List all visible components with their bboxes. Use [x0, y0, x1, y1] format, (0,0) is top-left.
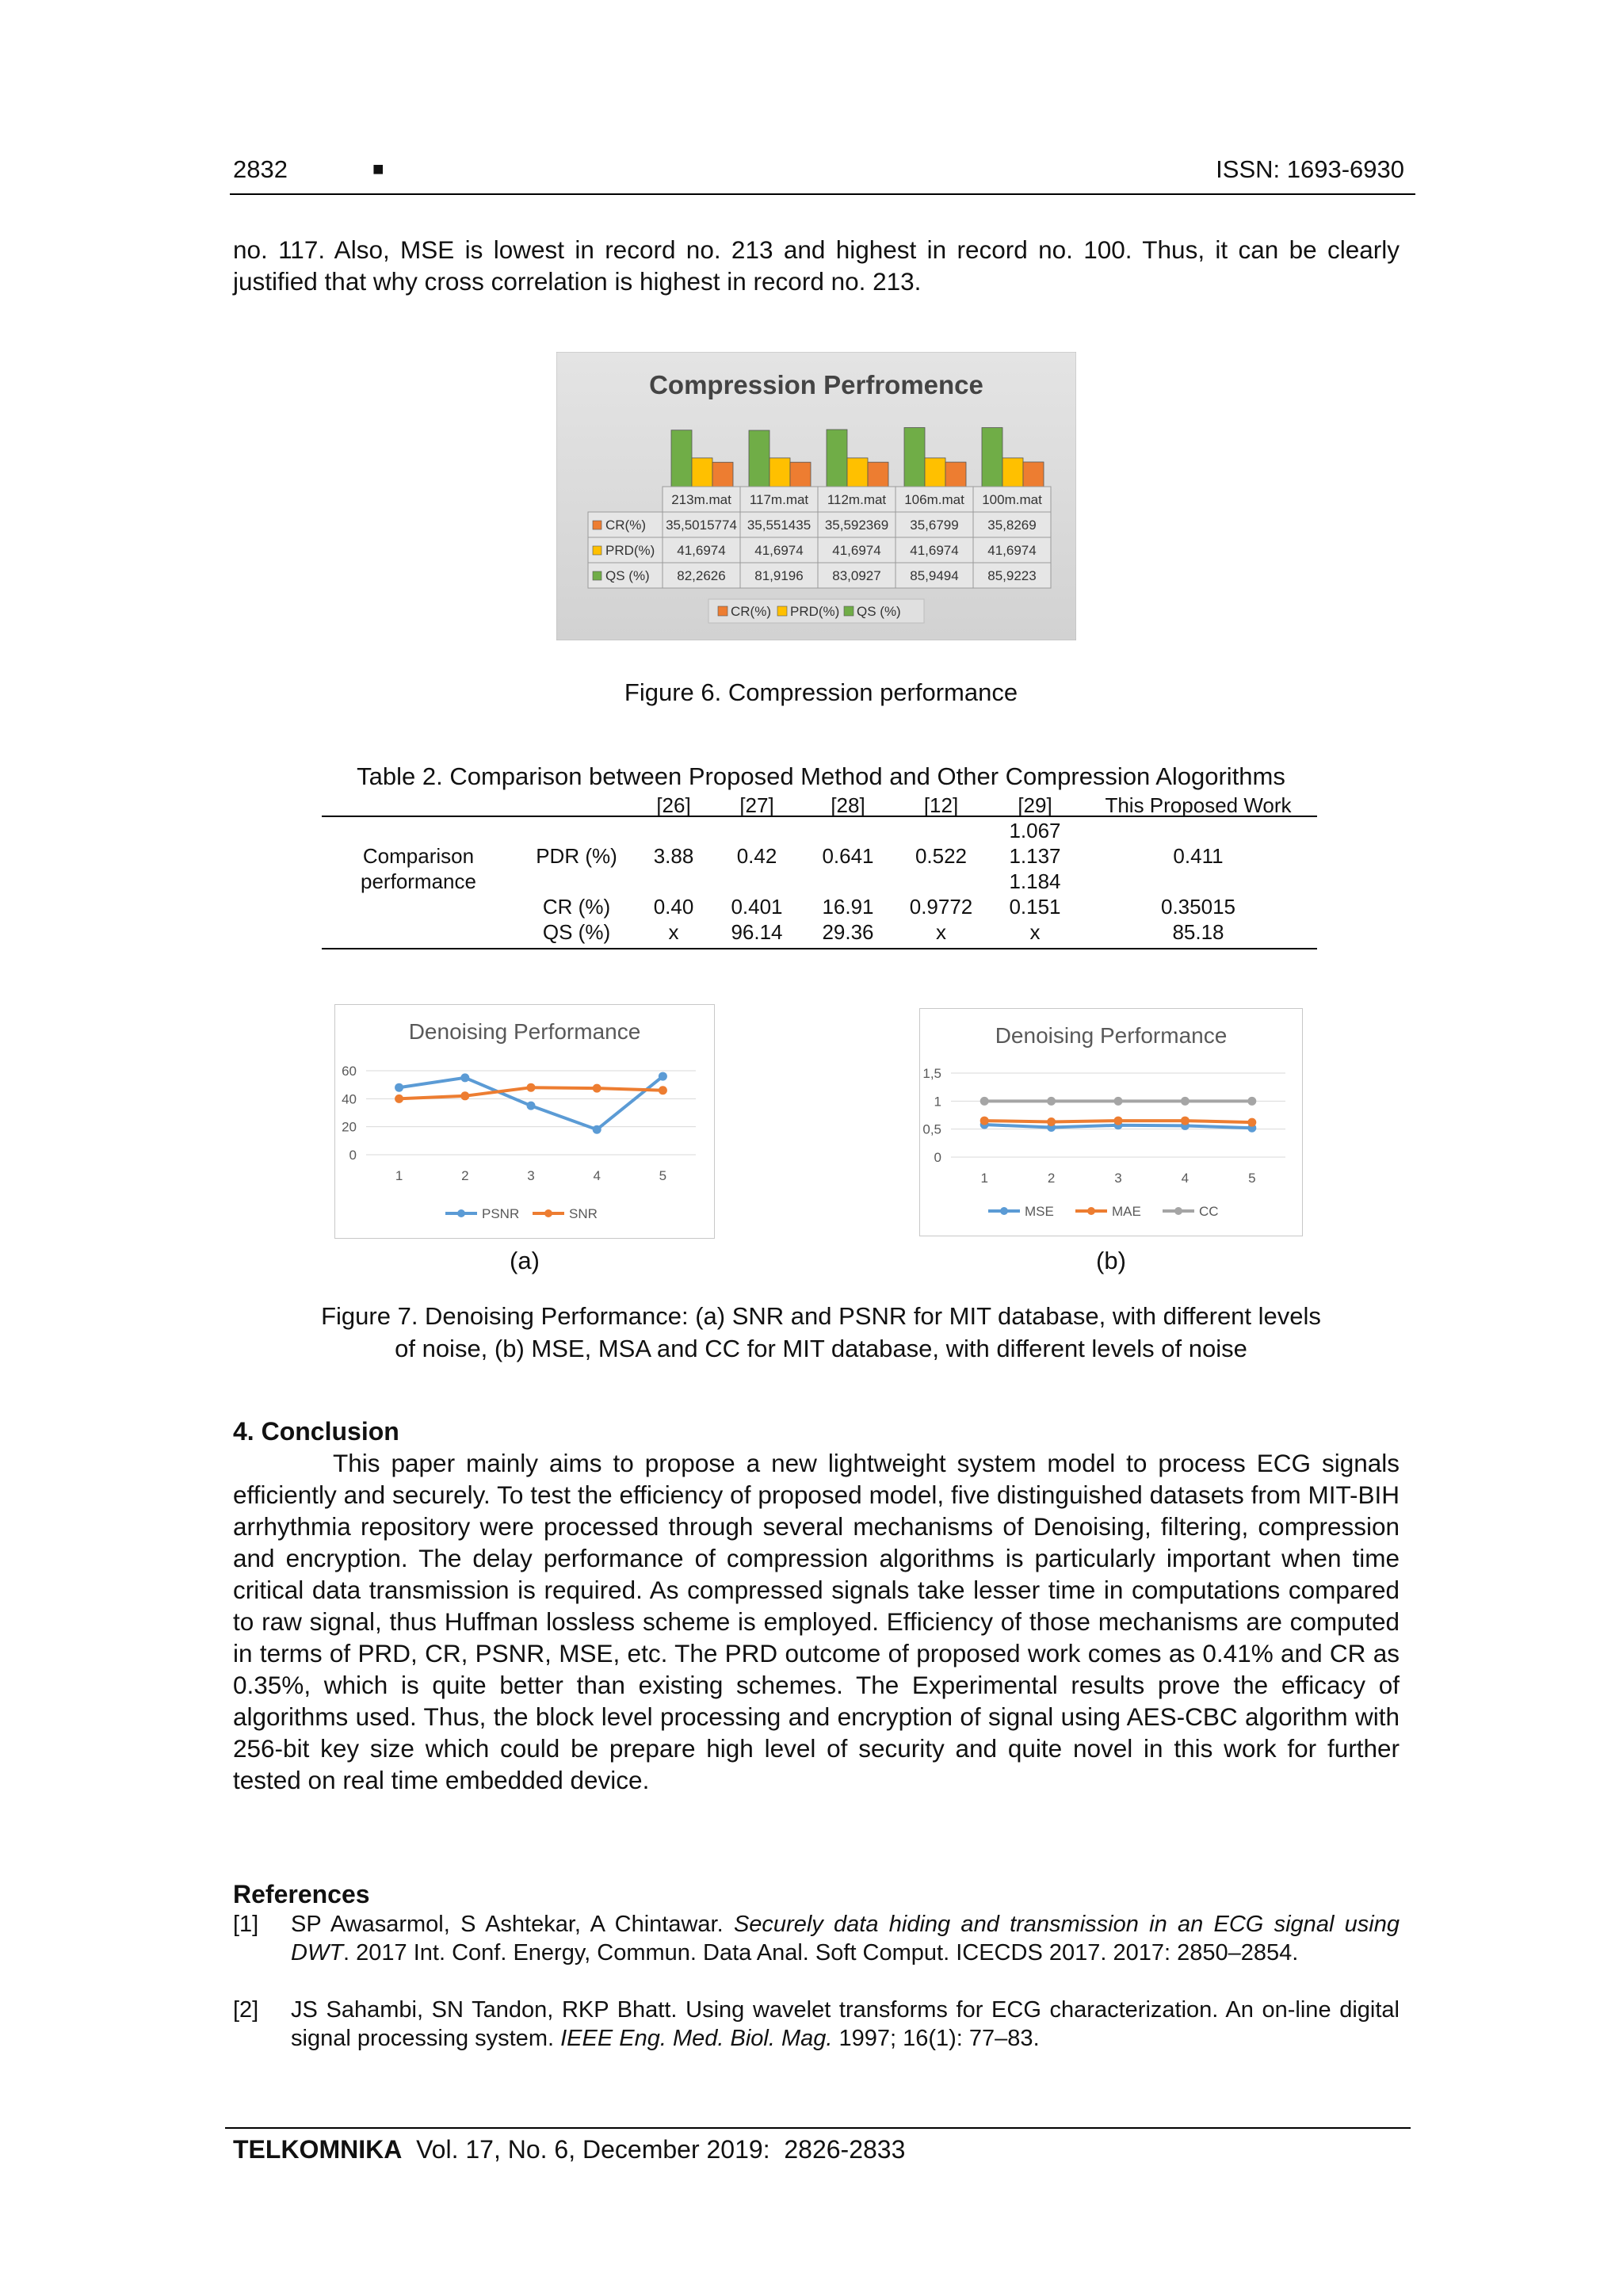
table-header-row — [322, 793, 1317, 818]
x-tick-label: 2 — [1047, 1171, 1056, 1186]
denoising-chart-b — [919, 1008, 1303, 1236]
header-rule — [230, 193, 1415, 195]
data-label: 41,6974 — [910, 543, 959, 558]
data-label: 82,2626 — [677, 568, 726, 583]
category-label: 213m.mat — [671, 492, 731, 507]
legend-label: MAE — [1112, 1204, 1141, 1219]
category-label: 106m.mat — [904, 492, 964, 507]
footer — [233, 2135, 905, 2164]
x-tick-label: 1 — [980, 1171, 988, 1186]
header-marker: ■ — [372, 159, 384, 180]
table-cell: x — [668, 919, 679, 944]
figure-7-caption-line1: Figure 7. Denoising Performance: (a) SNR and PSNR for MIT database, with different levels — [321, 1302, 1321, 1330]
data-point — [593, 1125, 601, 1134]
figure-7b — [919, 1008, 1303, 1236]
data-label: 41,6974 — [987, 543, 1037, 558]
data-label: 35,6799 — [910, 518, 959, 533]
data-point — [527, 1083, 536, 1092]
x-tick-label: 4 — [1181, 1171, 1190, 1186]
legend-swatch — [593, 546, 601, 555]
table-cell: 1.137 — [1009, 843, 1061, 868]
legend-marker — [1000, 1207, 1008, 1215]
bar — [945, 462, 966, 487]
figure-6 — [556, 352, 1076, 640]
table-2 — [322, 793, 1317, 945]
table-cell: 0.40 — [653, 894, 694, 919]
data-label: 85,9494 — [910, 568, 959, 583]
bar — [982, 428, 1002, 487]
figure-7a-label: (a) — [510, 1247, 540, 1274]
legend-swatch — [777, 606, 787, 616]
data-label: 85,9223 — [987, 568, 1037, 583]
conclusion-paragraph: This paper mainly aims to propose a new lightweight system model to process ECG signals efficiently and securely. To test the efficiency of proposed model, five distinguished datasets from MIT-BIH arrhythmia repository were processed through several mechanisms of Denoising, filtering, compression and encryption. The delay performance of compression algorithms is particularly important when time critical data transmission is required. As compressed signals take lesser time in computations compared to raw signal, thus Huffman lossless scheme is employed. Efficiency of those mechanisms are computed in terms of PRD, CR, PSNR, MSE, etc. The PRD outcome of proposed work comes as 0.41% and CR as 0.35%, which is quite better than existing schemes. The Experimental results prove the efficacy of algorithms used. Thus, the block level processing and encryption of signal using AES-CBC algorithm with 256-bit key size which could be prepare high level of security and quite novel in this work for further tested on real time embedded device. — [233, 1449, 1400, 1794]
table-cell: 0.151 — [1009, 894, 1061, 919]
data-point — [1047, 1097, 1056, 1106]
legend-marker — [1174, 1207, 1182, 1215]
series-label: PRD(%) — [605, 543, 655, 558]
category-label: 117m.mat — [749, 492, 809, 507]
legend-label: QS (%) — [857, 604, 901, 619]
row-label: PDR (%) — [536, 843, 617, 868]
data-point — [593, 1084, 601, 1093]
table-cell: x — [936, 919, 946, 944]
figure-6-caption: Figure 6. Compression performance — [624, 678, 1018, 706]
legend-label: PSNR — [482, 1206, 520, 1221]
table-cell: 0.401 — [731, 894, 783, 919]
figure-7a — [334, 1004, 715, 1239]
reference-authors: JS Sahambi, SN Tandon, RKP Bhatt. Using wavelet transforms for ECG characterization. An on-line digital signal processing system. — [291, 1997, 1400, 2051]
bar — [749, 430, 769, 487]
reference-text — [291, 1996, 1400, 2053]
data-point — [1247, 1118, 1256, 1127]
x-tick-label: 2 — [461, 1168, 469, 1183]
data-point — [1181, 1097, 1190, 1106]
bar — [1023, 462, 1044, 487]
row-label: QS (%) — [542, 919, 611, 944]
reference-item — [233, 1996, 1400, 2053]
legend-marker — [544, 1209, 552, 1217]
y-tick-label: 1 — [934, 1094, 941, 1110]
data-label: 41,6974 — [832, 543, 881, 558]
legend-label: SNR — [569, 1206, 598, 1221]
legend-marker — [1087, 1207, 1095, 1215]
y-tick-label: 0 — [349, 1148, 357, 1163]
x-tick-label: 1 — [395, 1168, 403, 1183]
table-cell: 3.88 — [653, 843, 694, 868]
y-tick-label: 0 — [934, 1150, 941, 1165]
bar — [769, 458, 790, 487]
legend-label: PRD(%) — [790, 604, 840, 619]
category-label: 112m.mat — [827, 492, 887, 507]
table-cell: 0.42 — [736, 843, 777, 868]
footer-issue: Vol. 17, No. 6, December 2019: 2826-2833 — [402, 2135, 906, 2164]
legend-label: MSE — [1025, 1204, 1054, 1219]
row-label: CR (%) — [542, 894, 611, 919]
bar — [868, 462, 888, 487]
data-label: 35,8269 — [987, 518, 1037, 533]
row-group-line: Comparison — [362, 844, 475, 868]
chart-title: Compression Perfromence — [649, 370, 983, 399]
table-cell: 1.067 — [1009, 818, 1061, 842]
reference-text — [291, 1910, 1400, 1967]
data-point — [395, 1083, 403, 1092]
bar — [790, 462, 811, 487]
data-point — [1047, 1117, 1056, 1126]
data-point — [1114, 1117, 1123, 1125]
footer-rule — [225, 2127, 1411, 2129]
data-point — [980, 1117, 989, 1125]
y-tick-label: 0,5 — [922, 1121, 941, 1137]
chart-title: Denoising Performance — [995, 1023, 1228, 1048]
references-heading: References — [233, 1880, 370, 1908]
data-point — [1181, 1117, 1190, 1125]
category-label: 100m.mat — [982, 492, 1042, 507]
data-point — [659, 1072, 667, 1081]
data-point — [1114, 1097, 1123, 1106]
chart-title: Denoising Performance — [408, 1019, 641, 1044]
y-tick-label: 60 — [342, 1064, 357, 1079]
data-point — [460, 1091, 469, 1100]
data-label: 35,551435 — [747, 518, 812, 533]
denoising-chart-a — [334, 1004, 715, 1239]
data-point — [527, 1102, 536, 1110]
data-label: 41,6974 — [677, 543, 726, 558]
table-cell: 0.641 — [822, 843, 874, 868]
col-header: [12] — [923, 793, 959, 817]
bar — [1002, 458, 1023, 487]
series-label: QS (%) — [605, 568, 650, 583]
reference-title: Securely data hiding and transmission in an ECG signal using DWT — [291, 1912, 1400, 1966]
header-issn: ISSN: 1693-6930 — [1216, 155, 1404, 183]
legend-swatch — [718, 606, 727, 616]
table-row — [322, 818, 1317, 843]
data-point — [460, 1073, 469, 1082]
table-cell: 0.9772 — [909, 894, 973, 919]
x-tick-label: 5 — [659, 1168, 667, 1183]
col-header: This Proposed Work — [1105, 793, 1292, 817]
data-label: 35,592369 — [824, 518, 889, 533]
legend-swatch — [593, 521, 601, 529]
bar — [692, 458, 712, 487]
reference-source: 1997; 16(1): 77–83. — [832, 2026, 1040, 2051]
y-tick-label: 40 — [342, 1091, 357, 1107]
data-point — [980, 1097, 989, 1106]
data-label: 81,9196 — [754, 568, 804, 583]
data-label: 41,6974 — [754, 543, 804, 558]
table-cell: 0.35015 — [1161, 894, 1235, 919]
legend-swatch — [593, 571, 601, 580]
series-label: CR(%) — [605, 518, 646, 533]
row-group-line: performance — [361, 869, 476, 893]
reference-authors: SP Awasarmol, S Ashtekar, A Chintawar. — [291, 1912, 734, 1937]
table-cell: 29.36 — [822, 919, 874, 944]
legend-label: CC — [1199, 1204, 1219, 1219]
x-tick-label: 3 — [1114, 1171, 1122, 1186]
data-point — [395, 1095, 403, 1103]
x-tick-label: 3 — [527, 1168, 535, 1183]
reference-item — [233, 1910, 1400, 1967]
table-cell: 0.522 — [915, 843, 968, 868]
page-number: 2832 — [233, 155, 288, 183]
reference-number: [2] — [233, 1997, 259, 2023]
col-header: [29] — [1018, 793, 1052, 817]
y-tick-label: 20 — [342, 1119, 357, 1135]
intro-paragraph: no. 117. Also, MSE is lowest in record no. 213 and highest in record no. 100. Thus, it can be clearly justified that why cross correlation is highest in record no. 213. — [233, 235, 1400, 296]
bar — [827, 430, 847, 487]
compression-chart — [556, 352, 1076, 640]
x-tick-label: 5 — [1248, 1171, 1256, 1186]
row-group-label — [322, 818, 515, 919]
table-2-caption: Table 2. Comparison between Proposed Method and Other Compression Alogorithms — [357, 762, 1285, 790]
bar — [671, 430, 692, 487]
table-cell: 1.184 — [1009, 869, 1061, 893]
reference-source: . 2017 Int. Conf. Energy, Commun. Data Anal. Soft Comput. ICECDS 2017. 2017: 2850–2854. — [343, 1940, 1299, 1966]
data-point — [1247, 1097, 1256, 1106]
bar — [712, 462, 733, 487]
legend-swatch — [844, 606, 854, 616]
table-bottom-rule — [322, 948, 1317, 949]
legend-marker — [457, 1209, 465, 1217]
y-tick-label: 1,5 — [922, 1066, 941, 1081]
reference-title: IEEE Eng. Med. Biol. Mag. — [560, 2026, 833, 2051]
data-label: 35,5015774 — [666, 518, 737, 533]
table-cell: 85.18 — [1172, 919, 1224, 944]
figure-7b-label: (b) — [1096, 1247, 1126, 1274]
col-header: [27] — [739, 793, 774, 817]
table-cell: x — [1029, 919, 1041, 944]
footer-journal: TELKOMNIKA — [233, 2135, 403, 2164]
x-tick-label: 4 — [593, 1168, 601, 1183]
table-cell: 96.14 — [731, 919, 783, 944]
table-row — [322, 919, 1317, 945]
bar — [925, 458, 945, 487]
figure-7-caption-line2: of noise, (b) MSE, MSA and CC for MIT database, with different levels of noise — [395, 1335, 1247, 1362]
col-header: [26] — [656, 793, 691, 817]
conclusion-heading: 4. Conclusion — [233, 1417, 399, 1446]
data-label: 83,0927 — [832, 568, 881, 583]
bar — [847, 458, 868, 487]
legend-label: CR(%) — [731, 604, 771, 619]
reference-number: [1] — [233, 1912, 259, 1937]
col-header: [28] — [831, 793, 865, 817]
table-cell: 0.411 — [1173, 843, 1224, 868]
data-point — [659, 1086, 667, 1095]
bar — [904, 428, 925, 487]
table-cell: 16.91 — [822, 894, 874, 919]
